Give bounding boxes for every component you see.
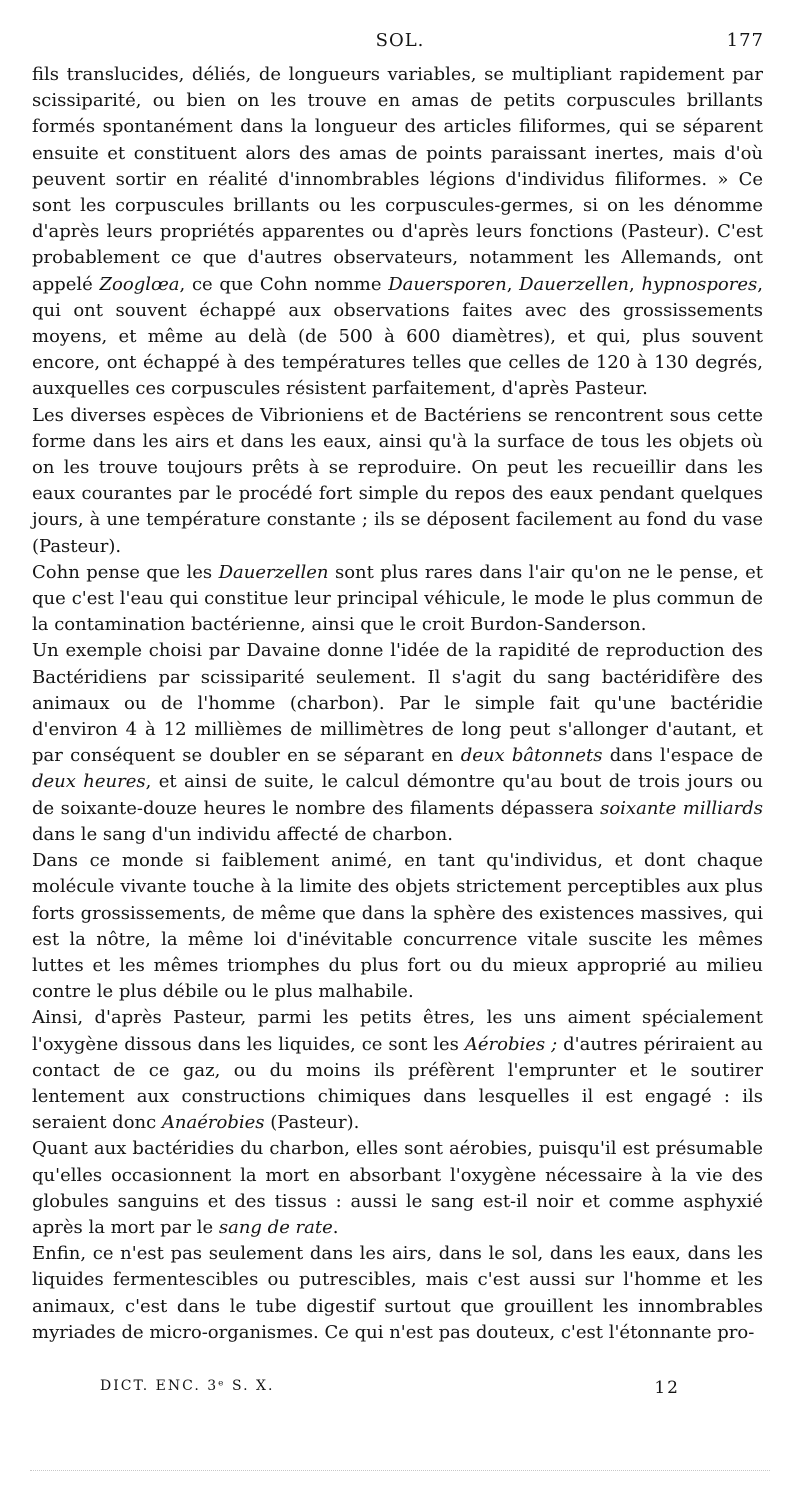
paragraph	[32, 1136, 763, 1241]
text-run: d'autres périraient au contact de ce gaz, ou du moins ils préfèrent l'emprunter et le soutirer lentement aux constructions chimiques dans lesquelles il est engagé : ils seraient donc	[32, 1033, 763, 1134]
text-run: , qui ont souvent échappé aux observations faites avec des grossissements moyens, et même au delà (de 500 à 600 diamètres), et qui, plus souvent encore, ont échappé à des températures telles que celles de 120 à 130 degrés, auxquelles ces corpuscules résistent parfaitement, d'après Pasteur.	[32, 273, 763, 400]
italic-text: deux bâtonnets	[460, 745, 603, 767]
text-run: .	[332, 1216, 339, 1238]
italic-text: Dauersporen	[388, 273, 507, 295]
italic-text: Zooglœa	[99, 273, 180, 295]
text-run: ,	[629, 273, 642, 295]
printer-signature	[100, 1378, 680, 1402]
italic-text: Dauerzellen	[218, 561, 329, 583]
page-number: 177	[726, 30, 764, 51]
paragraph	[32, 62, 763, 403]
text-run: , ce que Cohn nomme	[179, 273, 389, 295]
body-text	[32, 62, 763, 1346]
text-run: Dans ce monde si faiblement animé, en tant qu'individus, et dont chaque molécule vivante touche à la limite des objets strictement perceptibles aux plus forts grossissements, de même que dans la sphère des existences massives, qui est la nôtre, la même loi d'inévitable concurrence vitale suscite les mêmes luttes et les mêmes triomphes du plus fort ou du mieux approprié au milieu contre le plus débile ou le plus malhabile.	[32, 850, 763, 1003]
italic-text: deux heures	[32, 771, 146, 793]
paragraph	[32, 638, 763, 848]
paragraph	[32, 848, 763, 1005]
paragraph	[32, 560, 763, 639]
text-run: dans le sang d'un individu affecté de charbon.	[32, 823, 453, 845]
italic-text: Dauerzellen	[519, 273, 630, 295]
text-run: Cohn pense que les	[32, 561, 219, 583]
italic-text: hypnospores	[641, 273, 758, 295]
text-run: Les diverses espèces de Vibrioniens et de Bactériens se rencontrent sous cette forme dans les airs et dans les eaux, ainsi qu'à la surface de tous les objets où on les trouve toujours prêts à se reproduire. On peut les recueillir dans les eaux courantes par le procédé fort simple du repos des eaux pendant quelques jours, à une température constante ; ils se déposent facilement au fond du vase (Pasteur).	[32, 404, 763, 557]
text-run: , et ainsi de suite, le calcul démontre qu'au bout de trois jours ou de soixante-douze heures le nombre des filaments dépassera	[32, 771, 763, 819]
paragraph	[32, 403, 763, 560]
italic-text: soixante milliards	[600, 797, 763, 819]
running-head-title: SOL.	[375, 30, 425, 51]
italic-text: Aérobies ;	[464, 1033, 558, 1055]
text-run: fils translucides, déliés, de longueurs variables, se multipliant rapidement par scissiparité, ou bien on les trouve en amas de petits corpuscules brillants formés spontanément dans la longueur des articles filiformes, qui se séparent ensuite et constituent alors des amas de points paraissant inertes, mais d'où peuvent sortir en réalité d'innombrables légions d'individus filiformes. » Ce sont les corpuscules brillants ou les corpuscules-germes, si on les dénomme d'après leurs propriétés apparentes ou d'après leurs fonctions (Pasteur). C'est probablement ce que d'autres observateurs, notamment les Allemands, ont appelé	[32, 64, 763, 295]
running-head	[30, 30, 770, 56]
text-run: Quant aux bactéridies du charbon, elles sont aérobies, puisqu'il est présumable qu'elles occasionnent la mort en absorbant l'oxygène nécessaire à la vie des globules sanguins et des tissus : aussi le sang est-il noir et comme asphyxié après la mort par le	[32, 1138, 763, 1238]
text-run: sont plus rares dans l'air qu'on ne le pense, et que c'est l'eau qui constitue leur principal véhicule, le mode le plus commun de la contamination bactérienne, ainsi que le croit Burdon-Sanderson.	[32, 561, 763, 636]
text-run: ,	[506, 273, 520, 295]
gathering-number: 12	[654, 1378, 680, 1398]
signature-mark: DICT. ENC. 3ᵉ S. X.	[100, 1378, 275, 1394]
paragraph	[32, 1241, 763, 1346]
text-run: Enfin, ce n'est pas seulement dans les airs, dans le sol, dans les eaux, dans les liquides fermentescibles ou putrescibles, mais c'est aussi sur l'homme et les animaux, c'est dans le tube digestif surtout que grouillent les innombrables myriades de micro-organismes. Ce qui n'est pas douteux, c'est l'étonnante pro-	[32, 1243, 763, 1343]
italic-text: Anaérobies	[161, 1112, 265, 1134]
paragraph	[32, 1005, 763, 1136]
text-run: (Pasteur).	[264, 1112, 360, 1134]
text-run: Un exemple choisi par Davaine donne l'idée de la rapidité de reproduction des Bactéridiens par scissiparité seulement. Il s'agit du sang bactéridifère des animaux ou de l'homme (charbon). Par le simple fait qu'une bactéridie d'environ 4 à 12 millièmes de millimètres de long peut s'allonger d'autant, et par conséquent se doubler en se séparant en	[32, 640, 763, 767]
bottom-margin-specks	[30, 1470, 770, 1472]
text-run: dans l'espace de	[602, 745, 763, 767]
italic-text: sang de rate	[218, 1216, 333, 1238]
text-run: Ainsi, d'après Pasteur, parmi les petits êtres, les uns aiment spécialement l'oxygène dissous dans les liquides, ce sont les	[32, 1007, 763, 1055]
